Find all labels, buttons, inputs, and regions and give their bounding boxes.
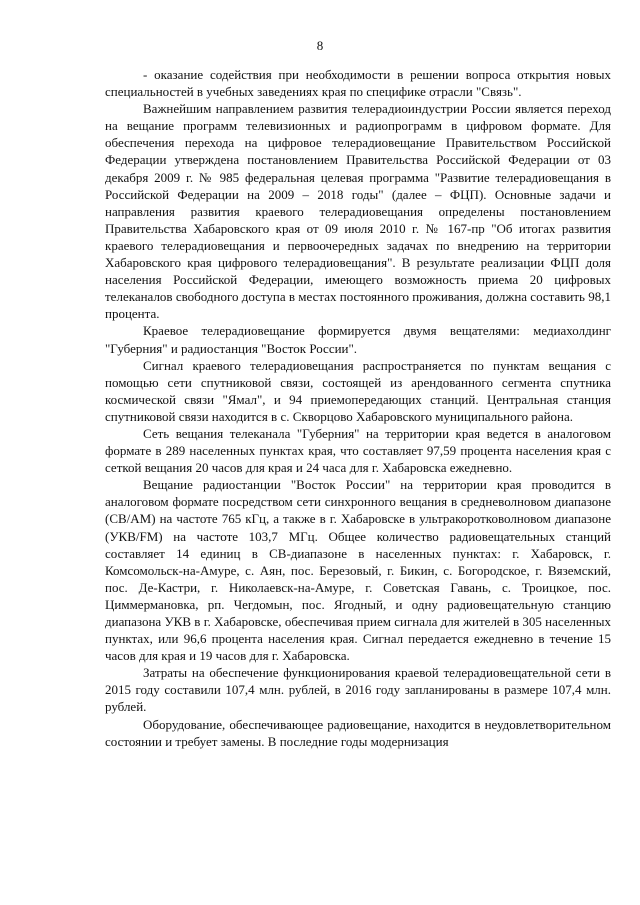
paragraph-satellite-network: Сигнал краевого телерадиовещания распространяется по пунктам вещания с помощью сети спутниковой связи, состоящей из арендованного сегмента спутника космической связи "Ямал", и 94 приемопередающих станций. Центральная станция спутниковой связи находится в с. Скворцово Хабаровского муниципального района. — [105, 357, 611, 424]
paragraph-gubernia-network: Сеть вещания телеканала "Губерния" на территории края ведется в аналоговом формате в 289 населенных пунктах края, что составляет 97,59 процента населения края с сеткой вещания 20 часов для края и 24 часа для г. Хабаровска ежедневно. — [105, 425, 611, 476]
paragraph-digital-transition: Важнейшим направлением развития телерадиоиндустрии России является переход на вещание программ телевизионных и радиопрограмм в цифровом формате. Для обеспечения перехода на цифровое телерадиовещание Правительством Российской Федерации утверждена постановлением Правительства Российской Федерации от 03 декабря 2009 г. № 985 федеральная целевая программа "Развитие телерадиовещания в Российской Федерации на 2009 – 2018 годы" (далее – ФЦП). Основные задачи и направления развития краевого телерадиовещания определены постановлением Правительства Хабаровского края от 09 июля 2010 г. № 167-пр "Об итогах развития краевого телерадиовещания и первоочередных задачах по внедрению на территории Хабаровского края цифрового телерадиовещания". В результате реализации ФЦП доля населения Российской Федерации, имеющего возможность приема 20 цифровых телеканалов свободного доступа в местах постоянного проживания, должна составить 98,1 процента. — [105, 101, 611, 322]
page-number: 8 — [316, 38, 324, 53]
paragraph-costs: Затраты на обеспечение функционирования краевой телерадиовещательной сети в 2015 году составили 107,4 млн. рублей, в 2016 году запланированы в размере 107,4 млн. рублей. — [105, 665, 611, 715]
paragraph-specialties: - оказание содействия при необходимости в решении вопроса открытия новых специальностей в учебных заведениях края по специфике отрасли "Связь". — [105, 67, 611, 100]
paragraph-vostok-radio: Вещание радиостанции "Восток России" на территории края проводится в аналоговом формате посредством сети синхронного вещания в средневолновом диапазоне (СВ/АМ) на частоте 765 кГц, а также в г. Хабаровске в ультракоротковолновом диапазоне (УКВ/FM) на частоте 103,7 МГц. Общее количество радиовещательных станций составляет 14 единиц в СВ-диапазоне в населенных пунктах: г. Хабаровск, г. Комсомольск-на-Амуре, с. Аян, пос. Березовый, г. Бикин, с. Богородское, г. Вяземский, пос. Де-Кастри, г. Николаевск-на-Амуре, г. Советская Гавань, с. Троицкое, пос. Циммермановка, рп. Чегдомын, пос. Ягодный, и одну радиовещательную станцию диапазона УКВ в г. Хабаровске, обеспечивая прием сигнала для жителей в 305 населенных пунктах, или 96,6 процента населения края. Сигнал передается ежедневно в течение 15 часов для края и 19 часов для г. Хабаровска. — [105, 477, 611, 664]
paragraph-broadcasters: Краевое телерадиовещание формируется двумя вещателями: медиахолдинг "Губерния" и радиостанция "Восток России". — [105, 323, 611, 356]
document-body — [105, 66, 611, 750]
paragraph-equipment: Оборудование, обеспечивающее радиовещание, находится в неудовлетворительном состоянии и требует замены. В последние годы модернизация — [105, 716, 611, 749]
